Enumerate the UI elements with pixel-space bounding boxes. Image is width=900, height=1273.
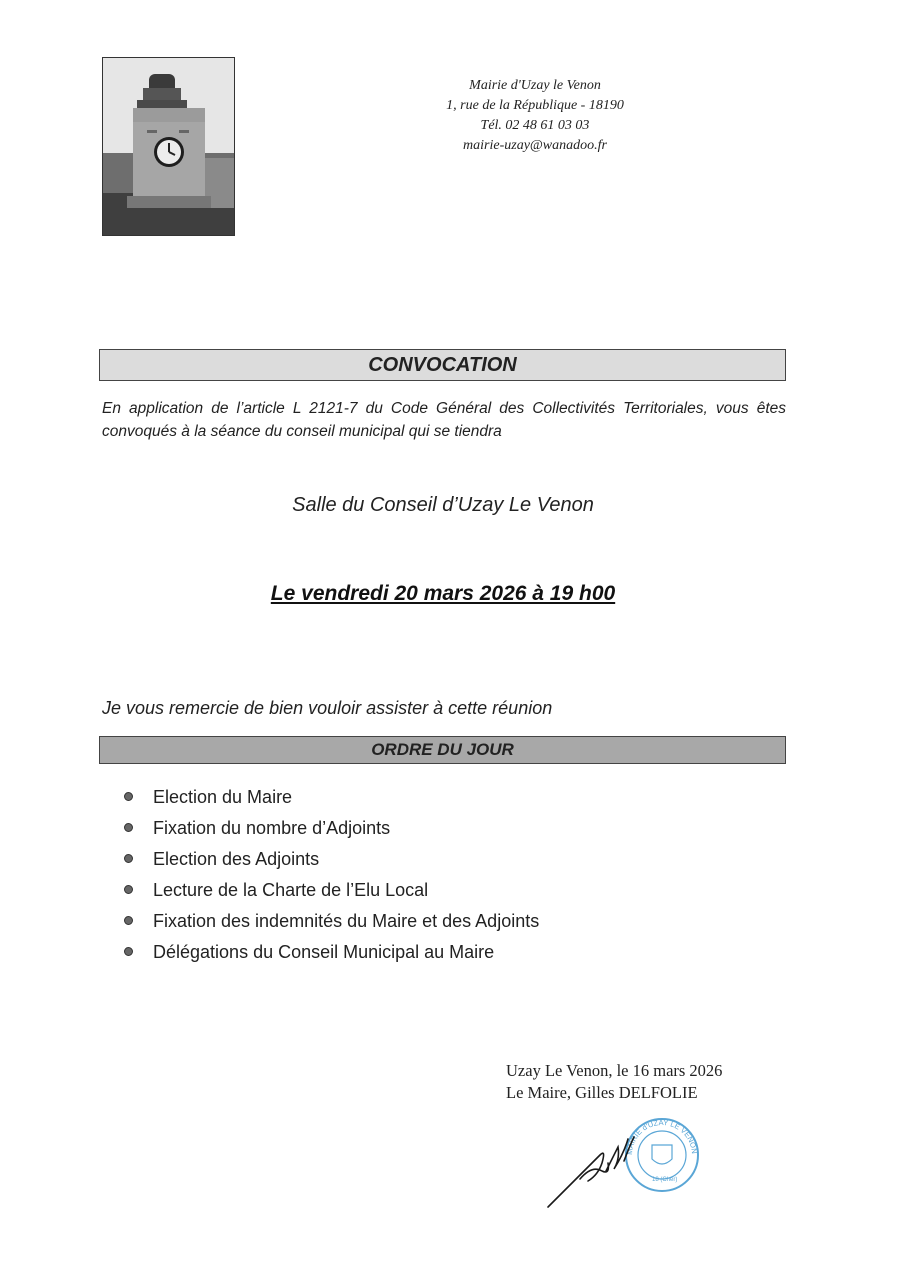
agenda-item-label: Lecture de la Charte de l’Elu Local	[153, 879, 429, 900]
bullet-icon	[124, 947, 133, 956]
signature-and-stamp	[540, 1115, 710, 1215]
svg-text:MAIRIE d'UZAY LE VENON	[625, 1118, 699, 1155]
bullet-icon	[124, 885, 133, 894]
convocation-intro: En application de l’article L 2121-7 du Code Général des Collectivités Territoriales, vous êtes convoqués à la séance du conseil municipal qui se tiendra	[102, 400, 786, 440]
official-stamp-icon	[625, 1118, 699, 1191]
agenda-title: ORDRE DU JOUR	[99, 736, 786, 764]
agenda-item-label: Délégations du Conseil Municipal au Maire	[153, 941, 495, 962]
bullet-icon	[124, 823, 133, 832]
convocation-title: CONVOCATION	[99, 349, 786, 381]
bullet-icon	[124, 854, 133, 863]
list-item	[122, 843, 539, 874]
agenda-item-label: Election du Maire	[153, 786, 293, 807]
list-item	[122, 936, 539, 967]
agenda-item-label: Fixation du nombre d’Adjoints	[153, 817, 391, 838]
signoff-place-date: Uzay Le Venon, le 16 mars 2026	[506, 1061, 723, 1080]
mairie-address-block	[400, 76, 670, 156]
agenda-item-label: Fixation des indemnités du Maire et des Adjoints	[153, 910, 540, 931]
mairie-email: mairie-uzay@wanadoo.fr	[463, 138, 607, 153]
agenda-list	[122, 781, 539, 967]
thanks-text: Je vous remercie de bien vouloir assister à cette réunion	[102, 698, 553, 718]
signoff-block	[506, 1060, 722, 1104]
stamp-dept: 18 (Cher)	[652, 1177, 678, 1183]
list-item	[122, 781, 539, 812]
list-item	[122, 874, 539, 905]
list-item	[122, 905, 539, 936]
clock-tower-photo	[102, 57, 235, 236]
signoff-signatory: Le Maire, Gilles DELFOLIE	[506, 1083, 698, 1102]
list-item	[122, 812, 539, 843]
signature-icon	[548, 1137, 634, 1207]
meeting-venue: Salle du Conseil d’Uzay Le Venon	[292, 494, 594, 516]
mairie-phone: Tél. 02 48 61 03 03	[480, 118, 590, 133]
bullet-icon	[124, 792, 133, 801]
bullet-icon	[124, 916, 133, 925]
mairie-address: 1, rue de la République - 18190	[446, 98, 624, 113]
meeting-date: Le vendredi 20 mars 2026 à 19 h00	[270, 582, 616, 605]
agenda-item-label: Election des Adjoints	[153, 848, 320, 869]
stamp-text: MAIRIE d'UZAY LE VENON	[624, 1117, 700, 1156]
mairie-name: Mairie d'Uzay le Venon	[469, 78, 601, 93]
